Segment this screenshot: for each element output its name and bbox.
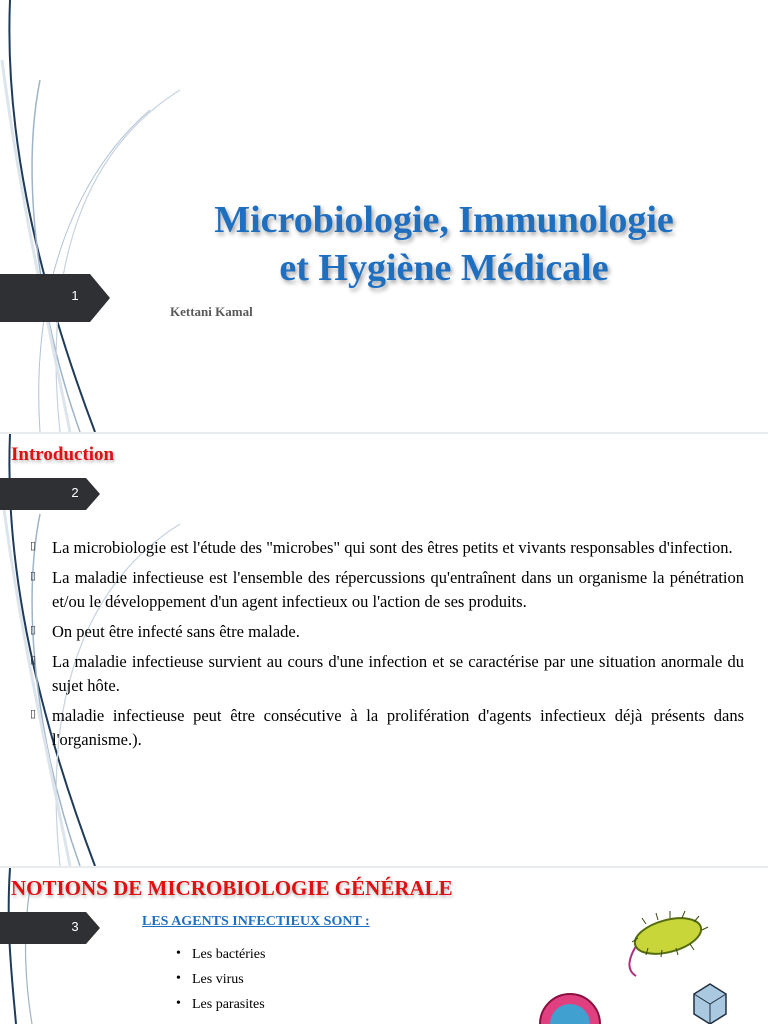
list-item: ▯ La maladie infectieuse est l'ensemble des répercussions qu'entraînent dans un organisme la pénétration et/ou le développement d'un agent infectieux ou l'action de ses produits. — [30, 566, 744, 614]
slide-title — [170, 196, 718, 292]
bacterium-illustration — [618, 908, 713, 983]
title-line-2: et Hygiène Médicale — [279, 247, 609, 289]
slide-number: 1 — [71, 288, 79, 303]
icosahedral-virus-illustration — [692, 982, 728, 1024]
bullet-marker-icon: ▯ — [30, 708, 37, 720]
bullet-marker-icon: ▯ — [30, 540, 37, 552]
subheading-link[interactable]: LES AGENTS INFECTIEUX SONT : — [142, 914, 370, 929]
list-item: • Les parasites — [176, 992, 265, 1017]
bullet-marker-icon: ▯ — [30, 654, 37, 666]
agent-list — [176, 942, 265, 1017]
author-name: Kettani Kamal — [170, 304, 253, 319]
list-item: • Les bactéries — [176, 942, 265, 967]
bullet-marker-icon: ▯ — [30, 570, 37, 582]
slide-3 — [0, 868, 768, 1024]
list-item: ▯ On peut être infecté sans être malade. — [30, 620, 744, 644]
list-item: ▯ La maladie infectieuse survient au cours d'une infection et se caractérise par une situation anormale du sujet hôte. — [30, 650, 744, 698]
list-item: ▯ maladie infectieuse peut être consécutive à la prolifération d'agents infectieux déjà présents dans l'organisme.). — [30, 704, 744, 752]
list-item: • Les virus — [176, 967, 265, 992]
list-item: ▯ La microbiologie est l'étude des "microbes" qui sont des êtres petits et vivants responsables d'infection. — [30, 536, 744, 560]
slide-2 — [0, 434, 768, 866]
title-line-1: Microbiologie, Immunologie — [214, 199, 674, 241]
section-heading: NOTIONS DE MICROBIOLOGIE GÉNÉRALE — [11, 876, 453, 900]
slide-number: 2 — [71, 485, 79, 500]
virus-illustration — [530, 990, 610, 1024]
section-heading: Introduction — [11, 444, 115, 465]
slide-1 — [0, 0, 768, 432]
bullet-list — [30, 536, 744, 758]
bullet-marker-icon: ▯ — [30, 624, 37, 636]
slide-number: 3 — [71, 919, 79, 934]
